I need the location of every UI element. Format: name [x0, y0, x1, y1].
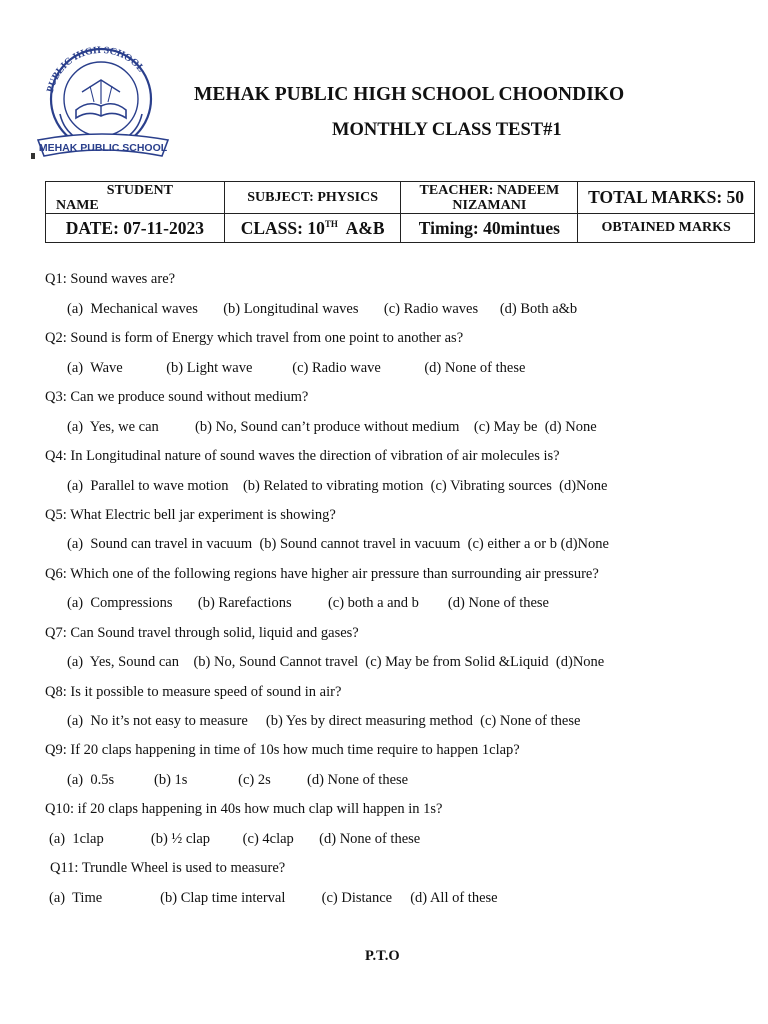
- question-1: Q1: Sound waves are?: [45, 271, 176, 287]
- stray-mark: [31, 153, 35, 159]
- student-name-label: [46, 182, 225, 214]
- question-4-options: (a) Parallel to wave motion (b) Related to vibrating motion (c) Vibrating sources (d)None: [67, 478, 608, 494]
- class-sup: TH: [324, 218, 338, 229]
- test-title: MONTHLY CLASS TEST#1: [332, 120, 562, 140]
- question-3-options: (a) Yes, we can (b) No, Sound can’t produce without medium (c) May be (d) None: [67, 419, 597, 435]
- page-turn-note: P.T.O: [365, 948, 400, 964]
- timing-cell: Timing: 40mintues: [401, 214, 578, 243]
- question-2: Q2: Sound is form of Energy which travel from one point to another as?: [45, 330, 464, 346]
- svg-text:PUBLIC HIGH SCHOOL: [45, 45, 146, 94]
- question-5-options: (a) Sound can travel in vacuum (b) Sound cannot travel in vacuum (c) either a or b (d)None: [67, 536, 609, 552]
- question-9-options: (a) 0.5s (b) 1s (c) 2s (d) None of these: [67, 772, 409, 788]
- obtained-marks-cell: OBTAINED MARKS: [578, 214, 755, 243]
- question-2-options: (a) Wave (b) Light wave (c) Radio wave (d) None of these: [67, 360, 526, 376]
- question-11-options: (a) Time (b) Clap time interval (c) Distance (d) All of these: [49, 890, 498, 906]
- school-name: MEHAK PUBLIC HIGH SCHOOL CHOONDIKO: [194, 84, 625, 105]
- student-info-table: [45, 181, 755, 243]
- teacher-cell: [401, 182, 578, 214]
- question-5: Q5: What Electric bell jar experiment is showing?: [45, 507, 336, 523]
- teacher-line2: NIZAMANI: [452, 197, 527, 213]
- total-marks-cell: TOTAL MARKS: 50: [578, 182, 755, 214]
- school-logo: [30, 44, 176, 162]
- question-10: Q10: if 20 claps happening in 40s how much clap will happen in 1s?: [45, 801, 443, 817]
- class-suffix: A&B: [337, 217, 385, 238]
- student-label-line2: NAME: [56, 197, 99, 213]
- question-1-options: (a) Mechanical waves (b) Longitudinal waves (c) Radio waves (d) Both a&b: [67, 301, 578, 317]
- question-4: Q4: In Longitudinal nature of sound waves the direction of vibration of air molecules is?: [45, 448, 560, 464]
- class-prefix: CLASS: 10: [240, 217, 325, 238]
- class-cell: [224, 214, 401, 243]
- question-10-options: (a) 1clap (b) ½ clap (c) 4clap (d) None of these: [49, 831, 421, 847]
- question-8-options: (a) No it’s not easy to measure (b) Yes by direct measuring method (c) None of these: [67, 713, 581, 729]
- question-7-options: (a) Yes, Sound can (b) No, Sound Cannot travel (c) May be from Solid &Liquid (d)None: [67, 654, 605, 670]
- teacher-line1: TEACHER: NADEEM: [419, 182, 560, 198]
- logo-ribbon-text: MEHAK PUBLIC SCHOOL: [38, 142, 168, 154]
- question-8: Q8: Is it possible to measure speed of sound in air?: [45, 684, 342, 700]
- question-9: Q9: If 20 claps happening in time of 10s how much time require to happen 1clap?: [45, 742, 520, 758]
- subject-cell: SUBJECT: PHYSICS: [224, 182, 401, 214]
- question-11: Q11: Trundle Wheel is used to measure?: [50, 860, 286, 876]
- student-label-line1: STUDENT: [106, 182, 173, 198]
- question-6: Q6: Which one of the following regions have higher air pressure than surrounding air pressure?: [45, 566, 599, 582]
- question-6-options: (a) Compressions (b) Rarefactions (c) both a and b (d) None of these: [67, 595, 549, 611]
- question-7: Q7: Can Sound travel through solid, liquid and gases?: [45, 625, 359, 641]
- date-cell: DATE: 07-11-2023: [46, 214, 225, 243]
- question-3: Q3: Can we produce sound without medium?: [45, 389, 309, 405]
- logo-arc-text: PUBLIC HIGH SCHOOL: [45, 44, 147, 94]
